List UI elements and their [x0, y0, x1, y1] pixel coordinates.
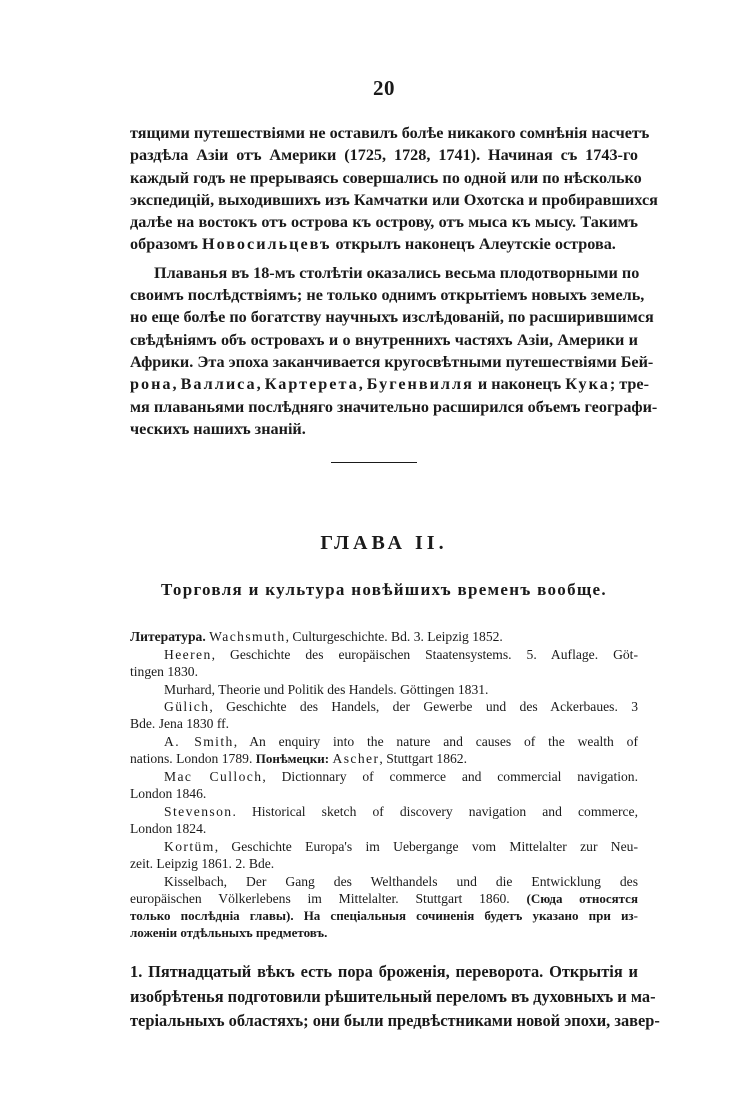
section-divider — [331, 462, 417, 463]
literature-line: ложеніи отдѣльныхъ предметовъ. — [130, 925, 328, 941]
author-name: Wachsmuth — [209, 629, 286, 644]
author-name: Gülich — [164, 699, 210, 715]
author-name: A. Smith — [164, 734, 234, 750]
text-run: europäischen Völkerlebens im Mittelalter. Stuttgart 1860. — [130, 890, 527, 906]
person-name: Валлиса — [180, 375, 257, 394]
text-run: , Geschichte des Handels, der Gewerbe und des Ackerbaues. 3 — [209, 699, 638, 715]
paragraph2-line-7: мя плаваньями послѣдняго значительно расширился объемъ географи- — [130, 397, 658, 416]
section1-line-2: изобрѣтенья подготовили рѣшительный переломъ въ духовныхъ и ма- — [130, 986, 656, 1006]
paragraph1-line-5: далѣе на востокъ отъ острова къ острову, отъ мыса къ мысу. Такимъ — [130, 213, 638, 232]
literature-line — [130, 628, 638, 645]
person-name: Новосильцевъ — [202, 235, 332, 254]
literature-line — [130, 681, 638, 698]
text-run: и наконецъ — [477, 375, 562, 394]
text-run: nations. London 1789. — [130, 751, 256, 767]
author-name: Ascher — [332, 751, 380, 767]
literature-entry — [130, 768, 638, 802]
author-name: Mac Culloch — [164, 769, 263, 784]
literature-line: London 1846. — [130, 786, 207, 802]
paragraph2-line-1: Плаванья въ 18-мъ столѣтіи оказались весьма плодотворными по — [154, 263, 640, 282]
text-run: ; тре- — [609, 375, 649, 394]
literature-line: zeit. Leipzig 1861. 2. Bde. — [130, 855, 275, 871]
paragraph2-line-8: ческихъ нашихъ знаній. — [130, 419, 306, 438]
text-run: . Historical sketch of discovery navigation and commerce, — [232, 803, 638, 819]
text-run: , Culturgeschichte. Bd. 3. Leipzig 1852. — [285, 629, 503, 644]
text-run: , Geschichte des europäischen Staatensystems. 5. Auflage. Göt- — [211, 646, 638, 662]
person-name: рона — [130, 375, 173, 394]
paragraph2-line-5: Африки. Эта эпоха заканчивается кругосвѣтными путешествіями Бей- — [130, 352, 654, 371]
text-run: , Theorie und Politik des Handels. Göttingen 1831. — [211, 681, 489, 697]
literature-entry — [130, 838, 638, 872]
section-1-text — [130, 960, 660, 1034]
author-name: Kortüm — [164, 838, 215, 854]
text-run: Понѣмецки: — [255, 751, 330, 767]
section1-line-1: 1. Пятнадцатый вѣкъ есть пора броженія, переворота. Открытія и — [130, 962, 638, 981]
literature-line — [130, 698, 638, 715]
person-name: Кука — [565, 375, 610, 394]
literature-line: Bde. Jena 1830 ff. — [130, 716, 230, 732]
literature-entry — [130, 873, 638, 942]
text-run: , Stuttgart 1862. — [379, 751, 467, 767]
continued-text — [130, 122, 658, 440]
person-name: Бугенвилля — [366, 375, 474, 394]
literature-line — [130, 803, 638, 820]
paragraph2-line-4: свѣдѣніямъ объ островахъ и о внутреннихъ частяхъ Азіи, Америки и — [130, 330, 638, 349]
literature-line — [130, 646, 638, 663]
paragraph1-line-2: раздѣла Азіи отъ Америки (1725, 1728, 1741). Начиная съ 1743-го — [130, 146, 638, 165]
literature-entry — [130, 733, 638, 767]
text-run: (Сюда относятся — [526, 890, 638, 906]
paragraph2-line-6: рона, Валлиса, Картерета, Бугенвилля и наконецъ Кука; тре- — [130, 375, 649, 394]
literature-line — [130, 750, 638, 767]
person-name: Картерета — [264, 375, 359, 394]
literature-line: tingen 1830. — [130, 663, 198, 679]
literature-line — [130, 838, 638, 855]
book-page — [130, 0, 660, 1100]
literature-line — [130, 768, 638, 785]
paragraph1-line-1: тящими путешествіями не оставилъ болѣе никакого сомнѣнія насчетъ — [130, 124, 650, 142]
literature-heading: Литература. — [130, 629, 206, 644]
text-run: , An enquiry into the nature and causes of the wealth of — [233, 734, 638, 750]
literature-entry — [130, 628, 638, 645]
paragraph2-line-2: своимъ послѣдствіямъ; не только однимъ открытіемъ новыхъ земель, — [130, 286, 645, 305]
literature-list — [130, 628, 638, 942]
text-run: , Dictionnary of commerce and commercial navigation. — [262, 769, 639, 784]
paragraph1-line-4: экспедицій, выходившихъ изъ Камчатки или Охотска и пробиравшихся — [130, 190, 658, 209]
literature-line: только послѣдніа главы). На спеціальныя сочиненія будетъ указано при из- — [130, 908, 638, 923]
paragraph2-line-3: но еще болѣе по богатству научныхъ изслѣдованій, по расширившимся — [130, 308, 654, 327]
literature-line — [130, 733, 638, 750]
literature-entry — [130, 681, 638, 698]
page-number: 20 — [373, 76, 395, 100]
literature-line — [130, 873, 638, 890]
literature-line — [130, 890, 638, 907]
author-name: Heeren — [164, 646, 212, 662]
author-name: Murhard — [164, 681, 212, 697]
author-name: Kisselbach — [164, 873, 224, 889]
literature-line: London 1824. — [130, 821, 207, 837]
literature-entry — [130, 698, 638, 732]
section1-line-3: теріальныхъ областяхъ; они были предвѣстниками новой эпохи, завер- — [130, 1011, 660, 1030]
paragraph1-line-6 — [130, 233, 638, 255]
paragraph1-line-3: каждый годъ не прерываясь совершались по одной или по нѣсколько — [130, 168, 642, 187]
text-run: , Geschichte Europa's im Uebergange vom Mittelalter zur Neu- — [214, 838, 638, 854]
author-name: Stevenson — [164, 803, 233, 819]
text-run: , Der Gang des Welthandels und die Entwicklung des — [223, 873, 638, 889]
chapter-subtitle: Торговля и культура новѣйшихъ временъ вообще. — [161, 580, 607, 599]
text-run: образомъ — [130, 235, 202, 254]
text-run: открылъ наконецъ Алеутскіе острова. — [331, 235, 616, 254]
chapter-title: ГЛАВА II. — [320, 532, 448, 554]
literature-entry — [130, 803, 638, 837]
literature-entry — [130, 646, 638, 680]
